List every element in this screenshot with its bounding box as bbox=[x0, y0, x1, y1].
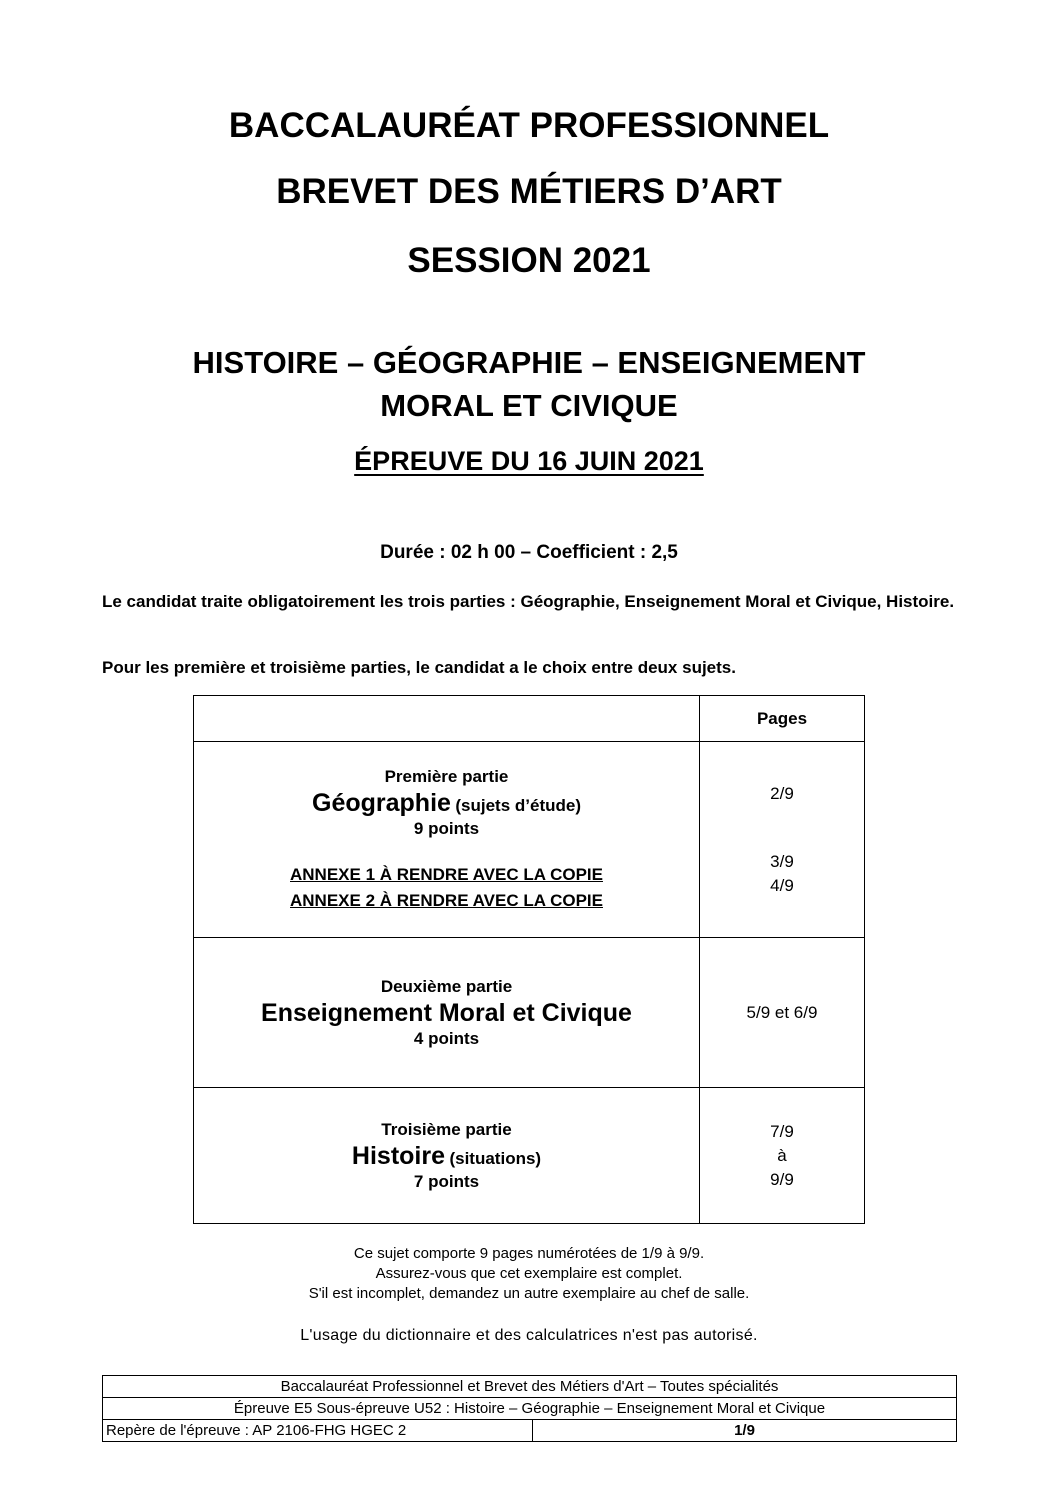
footer-row-3 bbox=[103, 1420, 957, 1442]
annex-2: ANNEXE 2 À RENDRE AVEC LA COPIE bbox=[290, 890, 603, 910]
duration-coefficient: Durée : 02 h 00 – Coefficient : 2,5 bbox=[380, 542, 678, 563]
annex-1: ANNEXE 1 À RENDRE AVEC LA COPIE bbox=[290, 864, 603, 884]
instruction-2: Pour les première et troisième parties, le candidat a le choix entre deux sujets. bbox=[102, 658, 736, 677]
footer-page-number: 1/9 bbox=[533, 1420, 957, 1442]
instruction-1: Le candidat traite obligatoirement les trois parties : Géographie, Enseignement Moral et Civique, Histoire. bbox=[102, 592, 955, 611]
footer-row-1 bbox=[103, 1376, 957, 1398]
subject-line-1: HISTOIRE – GÉOGRAPHIE – ENSEIGNEMENT bbox=[192, 345, 866, 380]
part2-cell bbox=[194, 938, 700, 1088]
annex1-page: 3/9 bbox=[770, 851, 794, 871]
part3-row bbox=[194, 1088, 865, 1224]
footer-exam-subject: Épreuve E5 Sous-épreuve U52 : Histoire – Géographie – Enseignement Moral et Civique bbox=[103, 1398, 957, 1420]
footer-reference: Repère de l'épreuve : AP 2106-FHG HGEC 2 bbox=[103, 1420, 533, 1442]
footer-row-2 bbox=[103, 1398, 957, 1420]
footer-table bbox=[102, 1375, 957, 1442]
part3-points: 7 points bbox=[413, 1171, 480, 1191]
part3-name: Histoire bbox=[351, 1141, 446, 1170]
part3-sub: (situations) bbox=[449, 1148, 542, 1168]
note-1: Ce sujet comporte 9 pages numérotées de 1/9 à 9/9. bbox=[353, 1245, 705, 1262]
part3-title: Troisième partie bbox=[381, 1119, 512, 1139]
table-header-row bbox=[194, 696, 865, 742]
part3-pages-from: 7/9 bbox=[770, 1121, 794, 1141]
exam-date: ÉPREUVE DU 16 JUIN 2021 bbox=[354, 446, 704, 476]
annex2-page: 4/9 bbox=[770, 875, 794, 895]
usage-notice: L'usage du dictionnaire et des calculatrices n'est pas autorisé. bbox=[300, 1327, 758, 1344]
part2-points: 4 points bbox=[413, 1028, 480, 1048]
title-line-1: BACCALAURÉAT PROFESSIONNEL bbox=[228, 106, 830, 145]
title-line-2: BREVET DES MÉTIERS D’ART bbox=[276, 172, 782, 211]
part2-name: Enseignement Moral et Civique bbox=[261, 998, 632, 1027]
part1-pages-cell bbox=[700, 742, 865, 938]
part2-pages: 5/9 et 6/9 bbox=[700, 938, 865, 1088]
part2-row bbox=[194, 938, 865, 1088]
part3-pages-cell bbox=[700, 1088, 865, 1224]
part3-cell bbox=[194, 1088, 700, 1224]
pages-header: Pages bbox=[700, 696, 865, 742]
part1-sub: (sujets d’étude) bbox=[455, 795, 581, 815]
note-3: S'il est incomplet, demandez un autre exemplaire au chef de salle. bbox=[308, 1285, 750, 1302]
part1-pages: 2/9 bbox=[770, 783, 794, 803]
part1-points: 9 points bbox=[413, 818, 480, 838]
part1-row bbox=[194, 742, 865, 938]
part3-pages-mid: à bbox=[777, 1145, 787, 1165]
part1-title: Première partie bbox=[384, 766, 509, 786]
title-line-3: SESSION 2021 bbox=[407, 241, 651, 280]
part1-name: Géographie bbox=[312, 788, 451, 817]
part2-title: Deuxième partie bbox=[380, 976, 513, 996]
note-2: Assurez-vous que cet exemplaire est complet. bbox=[375, 1265, 683, 1282]
parts-table bbox=[193, 695, 865, 1224]
footer-exam-name: Baccalauréat Professionnel et Brevet des Métiers d'Art – Toutes spécialités bbox=[103, 1376, 957, 1398]
subject-line-2: MORAL ET CIVIQUE bbox=[380, 388, 678, 423]
part3-pages-to: 9/9 bbox=[770, 1169, 794, 1189]
part1-cell bbox=[194, 742, 700, 938]
header-empty-cell bbox=[194, 696, 700, 742]
